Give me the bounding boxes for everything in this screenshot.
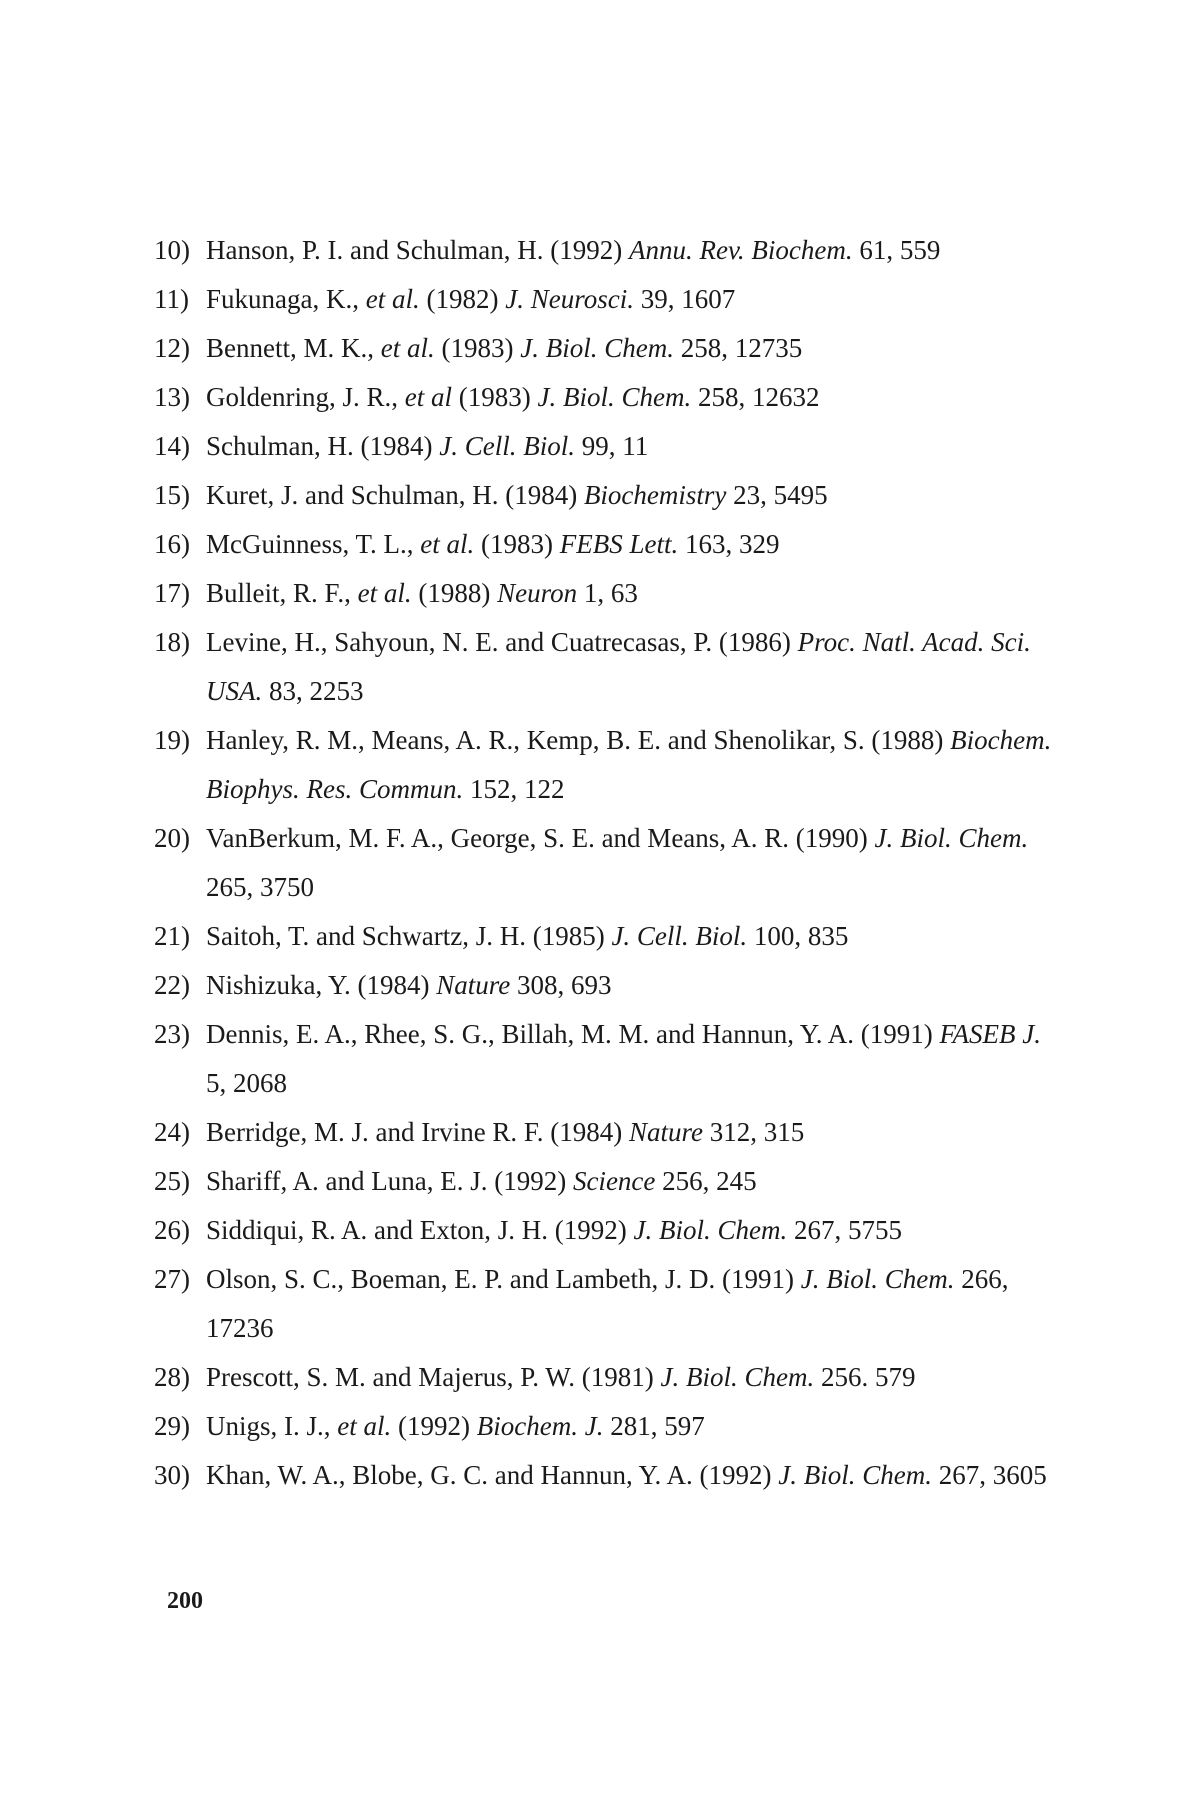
- reference-etal: et al.: [337, 1411, 392, 1441]
- reference-item: [154, 226, 1054, 275]
- reference-authors: Prescott, S. M. and Majerus, P. W. (1981): [206, 1362, 661, 1392]
- reference-authors: Bennett, M. K.,: [206, 333, 381, 363]
- reference-etal: et al.: [357, 578, 412, 608]
- reference-item: [154, 569, 1054, 618]
- reference-volume-page: 266, 17236: [206, 1264, 1009, 1343]
- reference-number: 14): [154, 431, 190, 461]
- reference-year: (1982): [419, 284, 506, 314]
- reference-volume-page: 267, 5755: [787, 1215, 902, 1245]
- reference-item: [154, 1157, 1054, 1206]
- reference-volume-page: 99, 11: [574, 431, 649, 461]
- reference-journal: Annu. Rev. Biochem.: [628, 235, 853, 265]
- reference-number: 15): [154, 480, 190, 510]
- reference-number: 26): [154, 1215, 190, 1245]
- reference-volume-page: 267, 3605: [931, 1460, 1047, 1490]
- reference-authors: Saitoh, T. and Schwartz, J. H. (1985): [206, 921, 612, 951]
- reference-etal: et al.: [380, 333, 435, 363]
- reference-item: [154, 912, 1054, 961]
- reference-number: 17): [154, 578, 190, 608]
- reference-authors: Goldenring, J. R.,: [206, 382, 405, 412]
- reference-year: (1988): [411, 578, 498, 608]
- reference-item: [154, 814, 1054, 912]
- reference-journal: J. Neurosci.: [505, 284, 634, 314]
- reference-volume-page: 100, 835: [747, 921, 849, 951]
- reference-journal: J. Biol. Chem.: [778, 1460, 932, 1490]
- reference-volume-page: 152, 122: [463, 774, 565, 804]
- reference-volume-page: 39, 1607: [633, 284, 736, 314]
- reference-journal: J. Cell. Biol.: [439, 431, 575, 461]
- reference-authors: Siddiqui, R. A. and Exton, J. H. (1992): [206, 1215, 634, 1245]
- reference-number: 25): [154, 1166, 190, 1196]
- reference-volume-page: 5, 2068: [206, 1068, 287, 1098]
- reference-authors: Unigs, I. J.,: [206, 1411, 338, 1441]
- reference-list: [154, 226, 1054, 1500]
- reference-year: (1983): [434, 333, 521, 363]
- reference-year: (1992): [391, 1411, 477, 1441]
- reference-authors: Shariff, A. and Luna, E. J. (1992): [206, 1166, 573, 1196]
- reference-authors: Bulleit, R. F.,: [206, 578, 358, 608]
- reference-authors: Fukunaga, K.,: [206, 284, 366, 314]
- reference-authors: Kuret, J. and Schulman, H. (1984): [206, 480, 584, 510]
- reference-journal: J. Biol. Chem.: [800, 1264, 955, 1294]
- reference-item: [154, 1206, 1054, 1255]
- reference-item: [154, 471, 1054, 520]
- reference-volume-page: 23, 5495: [726, 480, 828, 510]
- reference-volume-page: 61, 559: [852, 235, 941, 265]
- reference-authors: Levine, H., Sahyoun, N. E. and Cuatrecasas, P. (1986): [206, 627, 798, 657]
- reference-authors: Dennis, E. A., Rhee, S. G., Billah, M. M. and Hannun, Y. A. (1991): [206, 1019, 940, 1049]
- reference-number: 12): [154, 333, 190, 363]
- reference-item: [154, 520, 1054, 569]
- reference-item: [154, 324, 1054, 373]
- reference-journal: FASEB J.: [939, 1019, 1041, 1049]
- reference-journal: Biochem. Biophys. Res. Commun.: [206, 725, 1052, 804]
- reference-etal: et al: [404, 382, 452, 412]
- reference-journal: J. Biol. Chem.: [633, 1215, 788, 1245]
- reference-volume-page: 281, 597: [603, 1411, 705, 1441]
- reference-volume-page: 308, 693: [510, 970, 612, 1000]
- reference-volume-page: 1, 63: [577, 578, 638, 608]
- reference-authors: Schulman, H. (1984): [206, 431, 440, 461]
- reference-volume-page: 83, 2253: [262, 676, 364, 706]
- reference-journal: J. Biol. Chem.: [520, 333, 674, 363]
- reference-item: [154, 716, 1054, 814]
- reference-number: 10): [154, 235, 190, 265]
- reference-item: [154, 1353, 1054, 1402]
- reference-volume-page: 258, 12632: [691, 382, 820, 412]
- reference-volume-page: 163, 329: [678, 529, 780, 559]
- reference-volume-page: 312, 315: [703, 1117, 805, 1147]
- reference-journal: Biochemistry: [583, 480, 727, 510]
- reference-volume-page: 258, 12735: [673, 333, 803, 363]
- reference-journal: J. Cell. Biol.: [611, 921, 748, 951]
- reference-number: 21): [154, 921, 190, 951]
- reference-item: [154, 275, 1054, 324]
- reference-journal: Biochem. J.: [476, 1411, 604, 1441]
- reference-number: 22): [154, 970, 190, 1000]
- reference-number: 18): [154, 627, 190, 657]
- reference-number: 20): [154, 823, 190, 853]
- reference-number: 11): [154, 284, 189, 314]
- reference-journal: J. Biol. Chem.: [537, 382, 692, 412]
- reference-authors: Khan, W. A., Blobe, G. C. and Hannun, Y. A. (1992): [206, 1460, 779, 1490]
- reference-volume-page: 256. 579: [814, 1362, 916, 1392]
- reference-item: [154, 1010, 1054, 1108]
- reference-number: 28): [154, 1362, 190, 1392]
- reference-item: [154, 1451, 1054, 1500]
- reference-number: 23): [154, 1019, 190, 1049]
- reference-number: 16): [154, 529, 190, 559]
- reference-item: [154, 373, 1054, 422]
- reference-item: [154, 1108, 1054, 1157]
- reference-journal: FEBS Lett.: [559, 529, 679, 559]
- reference-authors: Olson, S. C., Boeman, E. P. and Lambeth, J. D. (1991): [206, 1264, 801, 1294]
- reference-authors: Hanson, P. I. and Schulman, H. (1992): [206, 235, 629, 265]
- reference-number: 19): [154, 725, 190, 755]
- reference-journal: Proc. Natl. Acad. Sci. USA.: [206, 627, 1031, 706]
- reference-authors: VanBerkum, M. F. A., George, S. E. and Means, A. R. (1990): [206, 823, 875, 853]
- reference-journal: Nature: [436, 970, 511, 1000]
- reference-number: 30): [154, 1460, 190, 1490]
- reference-journal: J. Biol. Chem.: [874, 823, 1029, 853]
- reference-item: [154, 618, 1054, 716]
- reference-journal: Neuron: [497, 578, 578, 608]
- reference-number: 27): [154, 1264, 190, 1294]
- reference-item: [154, 422, 1054, 471]
- reference-authors: Hanley, R. M., Means, A. R., Kemp, B. E. and Shenolikar, S. (1988): [206, 725, 951, 755]
- reference-item: [154, 961, 1054, 1010]
- reference-volume-page: 265, 3750: [206, 872, 314, 902]
- page-number: 200: [167, 1588, 203, 1614]
- reference-journal: J. Biol. Chem.: [660, 1362, 815, 1392]
- reference-authors: McGuinness, T. L.,: [206, 529, 421, 559]
- reference-authors: Nishizuka, Y. (1984): [206, 970, 437, 1000]
- reference-number: 24): [154, 1117, 190, 1147]
- reference-etal: et al.: [365, 284, 420, 314]
- reference-year: (1983): [474, 529, 560, 559]
- reference-number: 29): [154, 1411, 190, 1441]
- reference-year: (1983): [452, 382, 538, 412]
- reference-etal: et al.: [420, 529, 475, 559]
- reference-journal: Nature: [629, 1117, 704, 1147]
- reference-number: 13): [154, 382, 190, 412]
- reference-volume-page: 256, 245: [655, 1166, 757, 1196]
- reference-authors: Berridge, M. J. and Irvine R. F. (1984): [206, 1117, 630, 1147]
- reference-journal: Science: [572, 1166, 656, 1196]
- reference-item: [154, 1402, 1054, 1451]
- reference-item: [154, 1255, 1054, 1353]
